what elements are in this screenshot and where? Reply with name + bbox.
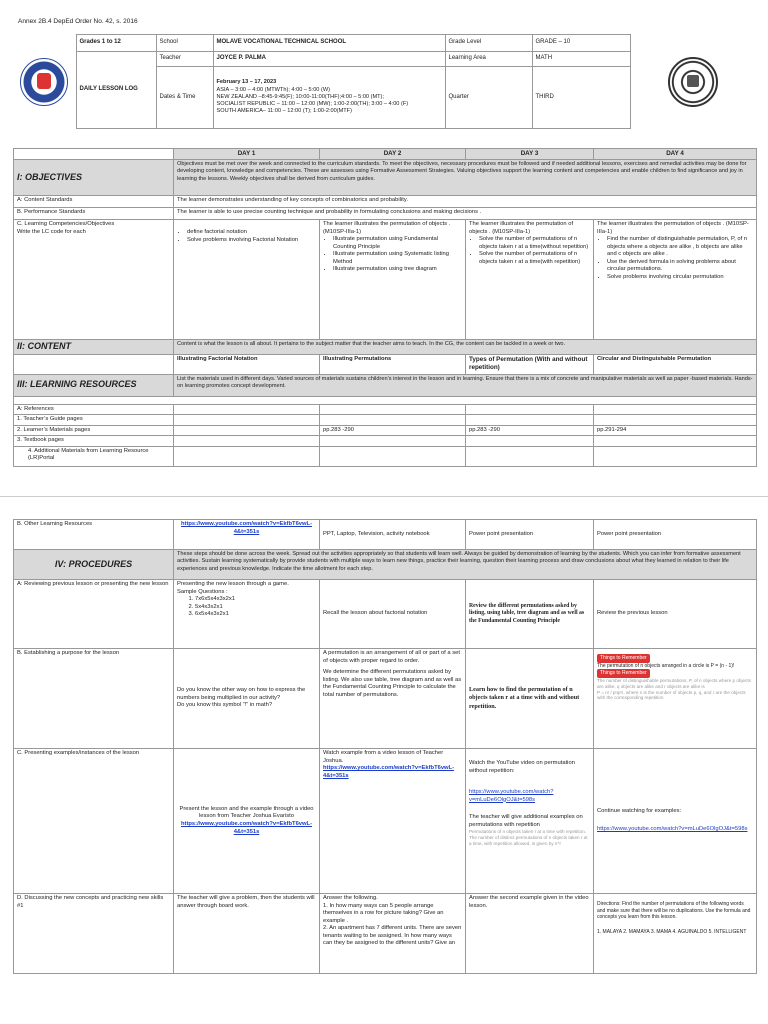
proc-text: Present the lesson and the example through a video lesson from Teacher Joshua Evaristo	[179, 805, 314, 820]
proc-a-day2: Recall the lesson about factorial notation	[320, 580, 466, 649]
objective-item: • Illustrate permutation using Systematic listing Method	[333, 251, 462, 266]
competencies-day2	[320, 220, 466, 340]
grade-level-value: GRADE – 10	[532, 35, 630, 52]
proc-text: Watch the YouTube video on permutation without repetition:	[469, 760, 575, 774]
proc-text: A permutation is an arrangement of all or part of a set of objects with proper regard to order.	[323, 650, 460, 664]
dates-line: ASIA – 3:00 – 4:00 (MTWTh); 4:00 – 5:00 (W)	[216, 86, 330, 93]
dates-line: NEW ZEALAND –8:45-9:45(F); 10:00-11:00(THF);4:00 – 5:00 (MT);	[216, 93, 384, 100]
proc-c-day1	[174, 749, 320, 894]
objective-item: • Illustrate permutation using tree diagram	[333, 266, 462, 274]
teacher-label: Teacher	[156, 52, 213, 67]
lm-pages-label: 2. Learner’s Materials pages	[14, 425, 174, 436]
competencies-line: C. Learning Competencies/Objectives	[17, 221, 115, 228]
proc-text: Watch example from a video lesson of Teacher Joshua.	[323, 750, 444, 764]
lm-pages-day2: pp.283 -290	[320, 425, 466, 436]
proc-b-day4	[594, 649, 757, 749]
content-standards-label: A: Content Standards	[14, 196, 174, 208]
content-title: II: CONTENT	[14, 340, 174, 355]
lr-portal-label: 4. Additional Materials from Learning Resource (LR)Portal	[14, 446, 174, 466]
school-value: MOLAVE VOCATIONAL TECHNICAL SCHOOL	[213, 35, 445, 52]
quarter-value: THIRD	[532, 67, 630, 129]
objectives-title: I: OBJECTIVES	[14, 160, 174, 196]
procedures-desc: These steps should be done across the week. Spread out the activities appropriately so that students will learn well. Always be guided by demonstration of learning by the students. Which you can infer from formative assessment activities. Sustain learning systematically by provide students with multiple ways to learn new things, practice their learning, question their learning process and draw conclusions about what they learned in relation to their life experiences and previous knowledge. Indicate the time allotment for each step.	[174, 550, 757, 580]
proc-b-day2	[320, 649, 466, 749]
competencies-day3	[466, 220, 594, 340]
objective-item: • Use the derived formula in solving problems about circular permutations.	[607, 259, 753, 274]
objective-item: • Solve problems involving circular permutation	[607, 274, 753, 282]
blank-row	[14, 396, 757, 404]
competencies-label	[14, 220, 174, 340]
other-resources-day2: PPT, Laptop, Television, activity notebook	[320, 520, 466, 550]
textbook-pages-label: 3. Textbook pages	[14, 436, 174, 447]
grade-level-label: Grade Level	[445, 35, 532, 52]
resources-title: III: LEARNING RESOURCES	[14, 374, 174, 396]
question-item: 3. 6x5x4x3x2x1	[195, 611, 316, 619]
dates-line: SOCIALIST REPUBLIC – 11:00 – 12:00 (MW); 1:00-2:00(TH); 3:00 – 4:00 (F)	[216, 101, 409, 108]
objectives-desc: Objectives must be met over the week and connected to the curriculum standards. To meet the objectives, necessary procedures must be followed and if needed additional lessons, exercises and remedial activities may be done for developing content, knowledge and competencies. These are assesses using Formative Assessment Strategies. Valuing objectives support the learning content and competencies and enable children to find significance and joy in learning the lessons. Weekly objectives shall be derived from curriculum guides.	[174, 160, 757, 196]
proc-text: P = n! / p!q!r!, where n is the number of objects p, q, and r are the objects with the corresponding repetition	[597, 689, 746, 701]
grades-label: Grades 1 to 12	[76, 35, 156, 52]
proc-text: Continue watching for examples:	[597, 808, 682, 815]
annex-label: Annex 2B.4 DepEd Order No. 42, s. 2016	[18, 18, 138, 25]
objective-item: • Solve problems involving Factorial Notation	[187, 237, 316, 245]
proc-text: Do you know the other way on how to express the numbers being multiplied in our activity?	[177, 687, 306, 701]
objective-intro: The learner illustrates the permutation of objects . (M10SP-IIIa-1)	[323, 221, 451, 235]
school-logo-cell	[630, 35, 756, 129]
deped-logo-cell	[13, 35, 76, 129]
proc-text: Presenting the new lesson through a game.	[177, 581, 289, 587]
proc-a-day4: Review the previous lesson	[594, 580, 757, 649]
content-day3: Types of Permutation (With and without repetition)	[466, 354, 594, 374]
proc-d-day4	[594, 894, 757, 974]
proc-text: Answer the following.	[323, 895, 378, 901]
day-header: DAY 3	[466, 149, 594, 160]
tg-pages-label: 1. Teacher’s Guide pages	[14, 415, 174, 426]
proc-d-day3: Answer the second example given in the video lesson.	[466, 894, 594, 974]
competencies-day1	[174, 220, 320, 340]
youtube-link[interactable]: https://www.youtube.com/watch?v=mLuDe6OlgOJ&t=598s	[469, 789, 554, 803]
dates-value	[213, 67, 445, 129]
header-table	[13, 34, 756, 129]
proc-d-day2	[320, 894, 466, 974]
day-header: DAY 4	[594, 149, 757, 160]
proc-text: The number of distinguishable permutations, P, of n objects where p objects are alike, q objects are alike and r objects are alike is	[597, 677, 751, 689]
objective-intro: The learner illustrates the permutation of objects . (M10SP-IIIa-1)	[469, 221, 574, 235]
proc-c-day4	[594, 749, 757, 894]
dates-line: February 13 – 17, 2023	[216, 79, 277, 86]
lesson-table-page2	[13, 519, 757, 974]
content-desc: Content is what the lesson is all about. It pertains to the subject matter that the teacher aims to teach. In the CG, the content can be tackled in a week or two.	[174, 340, 757, 355]
teacher-value: JOYCE P. PALMA	[213, 52, 445, 67]
lm-pages-day3: pp.283 -290	[466, 425, 594, 436]
procedures-title: IV: PROCEDURES	[14, 550, 174, 580]
objective-item: • define factorial notation	[187, 229, 316, 237]
day-header: DAY 1	[174, 149, 320, 160]
deped-seal-logo	[20, 58, 68, 106]
youtube-link[interactable]: https://www.youtube.com/watch?v=EkfbT6vwL-4&t=351s	[180, 521, 313, 535]
objective-item: • Find the number of distinguishable permutation, P, of n objects where a objects are alike , b objects are alike and c objects are alike .	[607, 236, 753, 259]
learning-area-value: MATH	[532, 52, 630, 67]
proc-text: Directions: Find the number of permutations of the following words and make sure that there will be no duplications. Use the formula and concepts you learn from this lesson.	[597, 901, 751, 920]
proc-text: Permutations of n objects taken r at a time with repetition. The number of distinct permutations of n objects taken r at a time, with repetition allowed, is given by n^r	[469, 829, 588, 847]
youtube-link[interactable]: https://www.youtube.com/watch?v=EkfbT6vwL-4&t=351s	[323, 765, 455, 779]
proc-text: The teacher will give additional examples on permutations with repetition	[469, 814, 583, 828]
proc-text: Sample Questions :	[177, 588, 228, 595]
dates-line: SOUTH AMERICA– 11:00 – 12:00 (T); 1:00-2:00(MTF)	[216, 108, 352, 115]
dates-label: Dates & Time	[156, 67, 213, 129]
blank-cell	[14, 149, 174, 160]
proc-c-label: C. Presenting examples/instances of the lesson	[14, 749, 174, 894]
objective-item: • Solve the number of permutations of n objects taken r at a time(without repetition)	[479, 236, 590, 251]
other-resources-label: B. Other Learning Resources	[14, 520, 174, 550]
proc-a-day3: Review the different permutations asked by listing, using table, tree diagram and as well as the Fundamental Counting Principle	[466, 580, 594, 649]
proc-b-day1	[174, 649, 320, 749]
lesson-table-page1	[13, 148, 757, 467]
other-resources-day4: Power point presentation	[594, 520, 757, 550]
proc-b-day3: Learn how to find the permutation of n objects taken r at a time with and without repetition.	[466, 649, 594, 749]
question-item: 2. 5x4x3x2x1	[195, 604, 316, 612]
content-standards-value: The learner demonstrates understanding of key concepts of combinatorics and probability.	[174, 196, 757, 208]
things-to-remember-badge: Things to Remember	[597, 669, 650, 678]
learning-area-label: Learning Area	[445, 52, 532, 67]
youtube-link[interactable]: https://www.youtube.com/watch?v=EkfbT6vwL-4&t=351s	[180, 821, 313, 835]
day-header: DAY 2	[320, 149, 466, 160]
things-to-remember-badge: Things to Remember	[597, 654, 650, 663]
school-label: School	[156, 35, 213, 52]
proc-text: The permutation of n objects arranged in a circle is P = (n - 1)!	[597, 662, 735, 669]
lm-pages-day4: pp.291-294	[594, 425, 757, 436]
proc-c-day2	[320, 749, 466, 894]
proc-text: 1. In how many ways can 5 people arrange themselves in a row for picture taking? Give an example .	[323, 902, 444, 924]
objective-item: • Solve the number of permutations of n objects taken r at a time(with repetition)	[479, 251, 590, 266]
page-separator	[0, 496, 768, 497]
performance-standards-value: The learner is able to use precise counting technique and probability in formulating conclusions and making decisions .	[174, 208, 757, 220]
dll-label: DAILY LESSON LOG	[76, 52, 156, 129]
proc-text: 2. An apartment has 7 different units. There are seven tenants waiting to be assigned. In how many ways can they be assigned to the different units? Give an	[323, 925, 462, 947]
other-resources-day3: Power point presentation	[466, 520, 594, 550]
objective-intro: The learner illustrates the permutation of objects . (M10SP-IIIa-1)	[597, 221, 749, 235]
content-day1: Illustrating Factorial Notation	[174, 354, 320, 374]
proc-text: Do you know this symbol “!” in math?	[177, 702, 273, 709]
content-day4: Circular and Distinguishable Permutation	[594, 354, 757, 374]
competencies-line: Write the LC code for each	[17, 228, 86, 235]
content-day2: Illustrating Permutations	[320, 354, 466, 374]
resources-desc: List the materials used in different days. Varied sources of materials sustains children’s interest in the lesson and in learning. Ensure that there is a mix of concrete and manipulative materials as well as paper -based materials. Hands- on learning promotes concept development.	[174, 374, 757, 396]
proc-text: 1. MALAYA 2. MAMAYA 3. MAMA 4. AGUINALDO 5. INTELLIGENT	[597, 928, 747, 935]
other-resources-day1	[174, 520, 320, 550]
proc-d-label: D. Discussing the new concepts and practicing new skills #1	[14, 894, 174, 974]
proc-b-label: B. Establishing a purpose for the lesson	[14, 649, 174, 749]
competencies-day4	[594, 220, 757, 340]
quarter-label: Quarter	[445, 67, 532, 129]
performance-standards-label: B. Performance Standards	[14, 208, 174, 220]
proc-a-day1	[174, 580, 320, 649]
school-seal-logo	[668, 57, 718, 107]
references-label: A: References	[14, 404, 174, 415]
question-item: 1. 7x6x5x4x3x2x1	[195, 596, 316, 604]
proc-d-day1: The teacher will give a problem, then the students will answer through board work.	[174, 894, 320, 974]
proc-c-day3	[466, 749, 594, 894]
youtube-link[interactable]: https://www.youtube.com/watch?v=mLuDe6OlgOJ&t=598s	[597, 826, 748, 832]
proc-a-label: A: Reviewing previous lesson or presenting the new lesson	[14, 580, 174, 649]
objective-item: • Illustrate permutation using Fundamental Counting Principle	[333, 236, 462, 251]
blank-cell	[14, 354, 174, 374]
proc-text: We determine the different permutations asked by listing. We also use table, tree diagram and as well as the Fundamental Counting Principle to calculate the total number of permutations.	[323, 669, 462, 698]
